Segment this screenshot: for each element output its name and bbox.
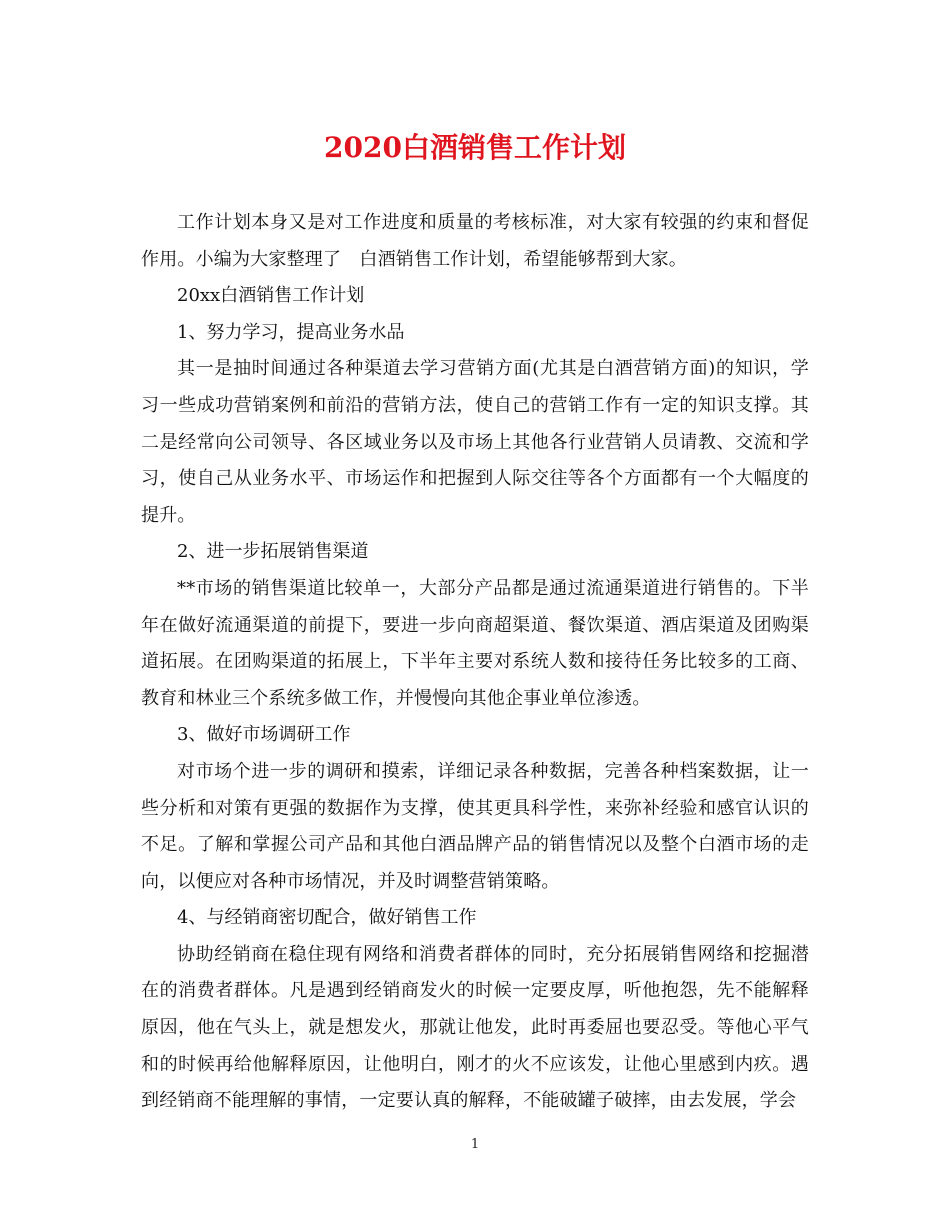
document-body: [141, 205, 809, 1120]
section-heading: 1、努力学习，提高业务水品: [177, 321, 405, 343]
section-heading: 20xx白酒销售工作计划: [177, 285, 365, 307]
section-heading: 4、与经销商密切配合，做好销售工作: [177, 907, 477, 929]
body-paragraph: **市场的销售渠道比较单一，大部分产品都是通过流通渠道进行销售的。下半年在做好流通渠道的前提下，要进一步向商超渠道、餐饮渠道、酒店渠道及团购渠道拓展。在团购渠道的拓展上，下半年主要对系统人数和接待任务比较多的工商、教育和林业三个系统多做工作，并慢慢向其他企事业单位渗透。: [141, 577, 809, 709]
section-heading: 3、做好市场调研工作: [177, 724, 351, 746]
page-title: 2020白酒销售工作计划: [324, 131, 626, 164]
body-paragraph: 对市场个进一步的调研和摸索，详细记录各种数据，完善各种档案数据，让一些分析和对策有更强的数据作为支撑，使其更具科学性，来弥补经验和感官认识的不足。了解和掌握公司产品和其他白酒品牌产品的销售情况以及整个白酒市场的走向，以便应对各种市场情况，并及时调整营销策略。: [141, 760, 809, 892]
body-paragraph: 其一是抽时间通过各种渠道去学习营销方面(尤其是白酒营销方面)的知识，学习一些成功营销案例和前沿的营销方法，使自己的营销工作有一定的知识支撑。其二是经常向公司领导、各区域业务以及市场上其他各行业营销人员请教、交流和学习，使自己从业务水平、市场运作和把握到人际交往等各个方面都有一个大幅度的提升。: [141, 358, 809, 526]
body-paragraph: 工作计划本身又是对工作进度和质量的考核标准，对大家有较强的约束和督促作用。小编为大家整理了 白酒销售工作计划，希望能够帮到大家。: [141, 212, 809, 270]
page-number: 1: [470, 1137, 480, 1152]
section-heading: 2、进一步拓展销售渠道: [177, 541, 369, 563]
body-paragraph: 协助经销商在稳住现有网络和消费者群体的同时，充分拓展销售网络和挖掘潜在的消费者群体。凡是遇到经销商发火的时候一定要皮厚，听他抱怨，先不能解释原因，他在气头上，就是想发火，那就让他发，此时再委屈也要忍受。等他心平气和的时候再给他解释原因，让他明白，刚才的火不应该发，让他心里感到内疚。遇到经销商不能理解的事情，一定要认真的解释，不能破罐子破摔，由去发展，学会: [141, 943, 809, 1112]
